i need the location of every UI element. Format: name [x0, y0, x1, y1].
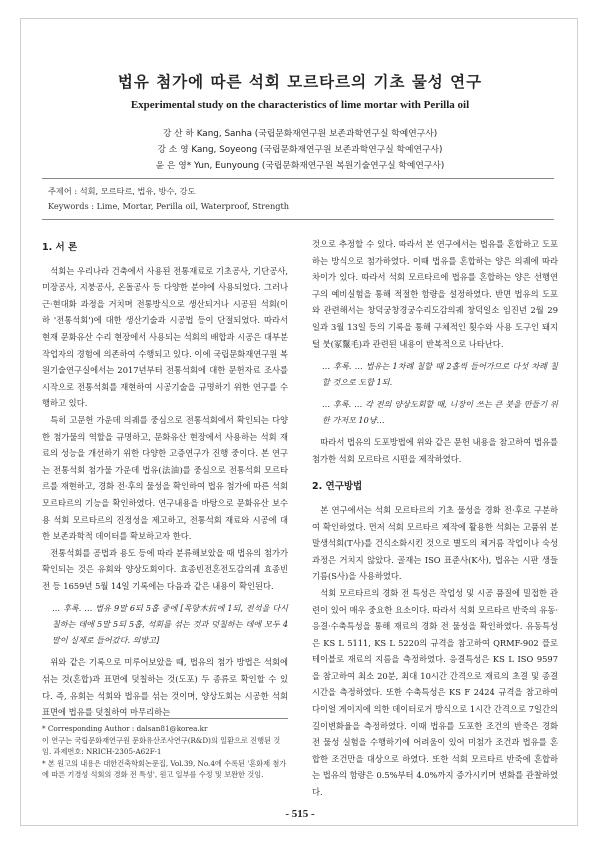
paragraph: 전통석회를 공법과 용도 등에 따라 분류해보았을 때 법유의 첨가가 확인되는 것은 유회와 양상도회이다. 효종빈전혼전도감의궤 효종빈전 등 1659년 5월 14일 기록에는 다음과 같은 내용이 확인된다.: [42, 547, 288, 591]
historical-record-quote: … 후록. … 각 전의 양상도회할 때, 니장이 쓰는 큰 붓을 만들기 위한 가저모 10냥…: [322, 399, 558, 426]
historical-record-quote: … 후록. … 법유 9말 6되 5홉 중에 [목향木抗에 1되, 전석을 다시 칠하는 데에 5말 5되 5홉, 석회를 섞는 것과 덧칠하는 데에 모두 4말이 실제로 들어갔다. 의방고]: [52, 603, 288, 646]
footnotes: [42, 718, 288, 781]
author-3: 윤 은 영* Yun, Eunyoung (국립문화재연구원 복원기술연구실 학예연구사): [155, 161, 445, 171]
keywords-english: Keywords : Lime, Mortar, Perilla oil, Waterproof, Strength: [48, 201, 290, 211]
section-heading-methods: 2. 연구방법: [312, 481, 363, 493]
paragraph: 것으로 추정할 수 있다. 따라서 본 연구에서는 법유를 혼합하고 도포하는 방식으로 첨가하였다. 이때 법유를 혼합하는 양은 의궤에 따라 차이가 있다. 따라서 석회 모르타르에 법유를 혼합하는 양은 선행연구의 예비실험을 통해 적절한 함량을 설정하였다. 반면 법유의 도포와 관련해서는 창덕궁창경궁수리도감의궤 창덕일소 임진년 2월 29일과 3월 13일 등의 기록을 통해 구체적인 횟수와 사용 도구인 돼지털 붓(冢鬣毛)과 관련된 내용이 반복적으로 나타난다.: [312, 239, 558, 349]
paragraph: 본 연구에서는 석회 모르타르의 기초 물성을 경화 전·후로 구분하여 확인하였다. 먼저 석회 모르타르 제작에 활용한 석회는 고품위 분말생석회(T사)를 건식소화시킨 것으로 별도의 체거름 작업이나 숙성과정은 거치지 않았다. 골재는 ISO 표준사(K사), 법유는 시판 생들기름(S사)을 사용하였다.: [312, 504, 558, 582]
paragraph: 따라서 법유의 도포방법에 위와 같은 문헌 내용을 참고하여 법유를 첨가한 석회 모르타르 시편을 제작하였다.: [312, 437, 558, 464]
keywords-box: [42, 178, 554, 220]
footnote-funding: 이 연구는 국립문화재연구원 문화유산조사연구(R&D)의 일환으로 진행된 것임. 과제번호: NRICH-2305-A62F-1: [42, 735, 281, 756]
paragraph: 특히 고문헌 가운데 의궤를 중심으로 전통석회에서 확인되는 다양한 첨가물의 역할을 규명하고, 문화유산 현장에서 사용하는 석회 재료의 성능을 개선하기 위한 다양한 고증연구가 진행 중이다. 본 연구는 전통석회 첨가물 가운데 법유(法油)를 중심으로 전통석회 모르타르를 재현하고, 경화 전·후의 물성을 확인하여 법유 첨가에 따른 석회 모르타르의 기능을 확인하였다. 연구내용을 바탕으로 문화유산 보수용 석회 모르타르의 진정성을 제고하고, 전통석회 재료와 시공에 대한 보존과학적 데이터를 확보하고자 한다.: [42, 414, 288, 542]
left-column: [42, 236, 288, 721]
paragraph: 위와 같은 기록으로 미루어보았을 때, 법유의 첨가 방법은 석회에 섞는 것(혼합)과 표면에 덧칠하는 것(도포) 두 종류로 확인할 수 있다. 즉, 유회는 석회와 법유를 섞는 것이며, 양상도회는 시공한 석회 표면에 법유를 덧칠하여 마무리하는: [42, 657, 288, 718]
author-1: 강 산 하 Kang, Sanha (국립문화재연구원 보존과학연구실 학예연구사): [162, 129, 438, 139]
paper-title-korean: 법유 첨가에 따른 석회 모르타르의 기초 물성 연구: [117, 72, 483, 91]
paper-title-english: Experimental study on the characteristics of lime mortar with Perilla oil: [130, 99, 470, 111]
paragraph: 석회는 우리나라 건축에서 사용된 전통재료로 기초공사, 기단공사, 미장공사, 지붕공사, 온돌공사 등 다양한 분야에 사용되었다. 그러나 근·현대화 과정을 거치며 전통방식으로 생산되거나 시공된 석회(이하 '전통석회')에 대한 생산기술과 시공법 등이 단절되었다. 따라서 현재 문화유산 수리 현장에서 사용되는 석회의 배합과 시공은 대부분 작업자의 경험에 의존하여 수행되고 있다. 이에 국립문화재연구원 복원기술연구실에서는 2017년부터 전통석회에 대한 문헌자료 조사를 시작으로 전통석회를 재현하여 시공기술을 규명하기 위한 연구를 수행하고 있다.: [42, 265, 288, 409]
page-number: - 515 -: [285, 808, 315, 820]
author-2: 강 소 영 Kang, Soyeong (국립문화재연구원 보존과학연구실 학예연구사): [157, 145, 443, 155]
paragraph: 석회 모르타르의 경화 전 특성은 작업성 및 시공 품질에 밀접한 관련이 있어 매우 중요한 요소이다. 따라서 석회 모르타르 반죽의 유동·응결·수축특성을 통해 재료의 경화 전 물성을 확인하였다. 유동특성은 KS L 5111, KS L 5220의 규격을 참고하여 QRMF-902 플로테이블로 재료의 지름을 측정하였다. 응결특성은 KS L ISO 9597을 참고하여 최소 20분, 최대 10시간 간격으로 재료의 초결 및 종결시간을 측정하였다. 또한 수축특성은 KS F 2424 규격을 참고하여 다이얼 게이지에 의한 데이터로거 방식으로 1시간 간격으로 7일간의 길이변화율을 측정하였다. 이때 법유를 도포한 조건의 반죽은 경화 전 물성 실험을 수행하기에 어려움이 있어 미첨가 조건과 법유를 혼합한 조건만을 대상으로 하였다. 또한 석회 모르타르 반죽에 혼합하는 법유의 함량은 0.5%부터 4.0%까지 증가시키며 변화를 관찰하였다.: [312, 587, 558, 798]
keywords-korean: 주제어 : 석회, 모르타르, 법유, 방수, 강도: [48, 186, 196, 196]
footnote-corresponding-author: * Corresponding Author : dalsan81@korea.kr: [42, 724, 208, 733]
historical-record-quote: … 후록. … 법유는 1차례 칠할 때 2홉씩 들어가므로 다섯 차례 칠할 것으로 도합 1되.: [322, 361, 558, 388]
right-column: [312, 236, 558, 801]
author-list: [0, 126, 600, 174]
section-heading-introduction: 1. 서 론: [42, 242, 78, 253]
footnote-source: * 본 원고의 내용은 대한건축학회논문집, Vol.39, No.4에 수록된 '혼화제 첨가에 따른 기경성 석회의 경화 전 특성', 원고 일부를 수정 및 보완한 것임.: [42, 758, 287, 779]
